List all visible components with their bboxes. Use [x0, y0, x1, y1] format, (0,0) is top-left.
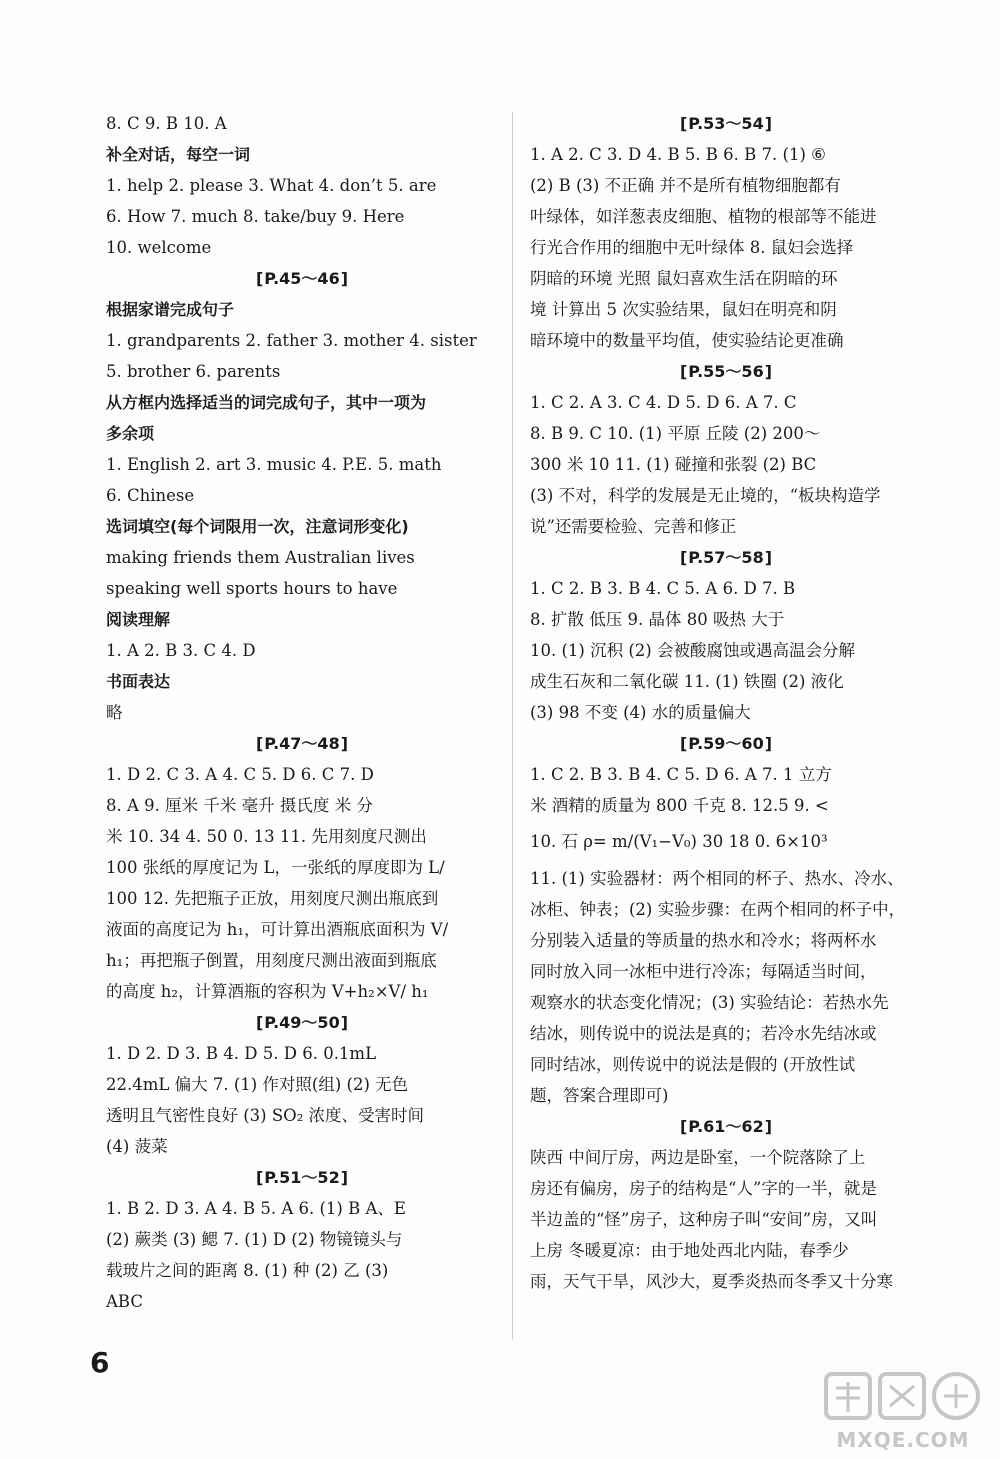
page-range-header	[530, 108, 922, 139]
section-heading: 阅读理解	[106, 610, 171, 629]
answer-line: 22.4mL 偏大 7. (1) 作对照(组) (2) 无色	[106, 1075, 409, 1094]
answer-line: 房还有偏房，房子的结构是“人”字的一半，就是	[530, 1179, 877, 1198]
answer-line: 300 米 10 11. (1) 碰撞和张裂 (2) BC	[530, 455, 817, 474]
page-range-header	[106, 728, 498, 759]
answer-line: 11. (1) 实验器材：两个相同的杯子、热水、冷水、	[530, 869, 904, 888]
answer-line: 1. D 2. D 3. B 4. D 5. D 6. 0.1mL	[106, 1044, 377, 1063]
answer-line: 陕西 中间厅房，两边是卧室，一个院落除了上	[530, 1148, 866, 1167]
watermark-stamp-icon	[818, 1368, 988, 1428]
column-divider	[512, 112, 513, 1340]
section-heading: 补全对话，每空一词	[106, 145, 251, 164]
answer-line: 行光合作用的细胞中无叶绿体 8. 鼠妇会选择	[530, 238, 854, 257]
answer-line: 5. brother 6. parents	[106, 362, 281, 381]
answer-line: (3) 不对，科学的发展是无止境的，“板块构造学	[530, 486, 881, 505]
page-range-label: [ P.47～48 ]	[250, 734, 354, 753]
answer-line: 阴暗的环境 光照 鼠妇喜欢生活在阴暗的环	[530, 269, 838, 288]
answer-line: 6. Chinese	[106, 486, 195, 505]
page-number: 6	[90, 1346, 110, 1379]
answer-line: 境 计算出 5 次实验结果，鼠妇在明亮和阴	[530, 300, 837, 319]
page-range-label: [ P.45～46 ]	[250, 269, 354, 288]
page-range-label: [ P.59～60 ]	[674, 734, 778, 753]
section-heading: 多余项	[106, 424, 155, 443]
answer-line: 10. (1) 沉积 (2) 会被酸腐蚀或遇高温会分解	[530, 641, 855, 660]
answer-line: (2) B (3) 不正确 并不是所有植物细胞都有	[530, 176, 841, 195]
answer-line: 100 张纸的厚度记为 L，一张纸的厚度即为 L/	[106, 858, 445, 877]
section-heading: 书面表达	[106, 672, 171, 691]
page-range-header	[530, 728, 922, 759]
answer-line: 叶绿体，如洋葱表皮细胞、植物的根部等不能进	[530, 207, 877, 226]
section-heading: 选词填空(每个词限用一次，注意词形变化)	[106, 517, 409, 536]
right-answer-column	[530, 108, 922, 1297]
answer-line: making friends them Australian lives	[106, 548, 415, 567]
page-range-header	[106, 263, 498, 294]
answer-line: 上房 冬暖夏凉：由于地处西北内陆，春季少	[530, 1241, 849, 1260]
answer-line: 1. A 2. C 3. D 4. B 5. B 6. B 7. (1) ⑥	[530, 145, 826, 164]
answer-line: 6. How 7. much 8. take/buy 9. Here	[106, 207, 405, 226]
page-range-label: [ P.55～56 ]	[674, 362, 778, 381]
page-range-header	[106, 1007, 498, 1038]
answer-line: 载玻片之间的距离 8. (1) 种 (2) 乙 (3)	[106, 1261, 389, 1280]
page-range-header	[106, 1162, 498, 1193]
left-answer-column	[106, 108, 498, 1317]
answer-line: 半边盖的“怪”房子，这种房子叫“安间”房，又叫	[530, 1210, 878, 1229]
answer-line: 1. C 2. B 3. B 4. C 5. A 6. D 7. B	[530, 579, 796, 598]
page-range-header	[530, 356, 922, 387]
section-heading: 根据家谱完成句子	[106, 300, 235, 319]
answer-line: 分别装入适量的等质量的热水和冷水；将两杯水	[530, 931, 877, 950]
answer-line: 成生石灰和二氧化碳 11. (1) 铁圈 (2) 液化	[530, 672, 844, 691]
answer-line: 同时结冰，则传说中的说法是假的 (开放性试	[530, 1055, 856, 1074]
answer-line: 题，答案合理即可)	[530, 1086, 669, 1105]
answer-line: 说”还需要检验、完善和修正	[530, 517, 737, 536]
answer-line: 1. D 2. C 3. A 4. C 5. D 6. C 7. D	[106, 765, 374, 784]
page-range-label: [ P.51～52 ]	[250, 1168, 354, 1187]
page-range-label: [ P.57～58 ]	[674, 548, 778, 567]
answer-line: 雨，天气干旱，风沙大，夏季炎热而冬季又十分寒	[530, 1272, 893, 1291]
watermark-text: MXQE.COM	[836, 1428, 970, 1452]
answer-line: 透明且气密性良好 (3) SO₂ 浓度、受害时间	[106, 1106, 425, 1125]
answer-line: speaking well sports hours to have	[106, 579, 398, 598]
answer-line: 8. B 9. C 10. (1) 平原 丘陵 (2) 200～	[530, 424, 821, 443]
page-range-label: [ P.49～50 ]	[250, 1013, 354, 1032]
answer-line: (4) 菠菜	[106, 1137, 168, 1156]
answer-line: 液面的高度记为 h₁，可计算出酒瓶底面积为 V/	[106, 920, 449, 939]
answer-line: 1. C 2. B 3. B 4. C 5. D 6. A 7. 1 立方	[530, 765, 832, 784]
page-range-label: [ P.53～54 ]	[674, 114, 778, 133]
answer-line: 8. 扩散 低压 9. 晶体 80 吸热 大于	[530, 610, 785, 629]
answer-line: 结冰，则传说中的说法是真的；若冷水先结冰或	[530, 1024, 877, 1043]
answer-line: h₁；再把瓶子倒置，用刻度尺测出液面到瓶底	[106, 951, 437, 970]
page-range-header	[530, 1111, 922, 1142]
answer-line: 的高度 h₂，计算酒瓶的容积为 V+h₂×V/ h₁	[106, 982, 429, 1001]
page-range-header	[530, 542, 922, 573]
answer-line: (3) 98 不变 (4) 水的质量偏大	[530, 703, 751, 722]
answer-line: 100 12. 先把瓶子正放，用刻度尺测出瓶底到	[106, 889, 439, 908]
answer-line: 暗环境中的数量平均值，使实验结论更准确	[530, 331, 844, 350]
answer-line: 米 酒精的质量为 800 千克 8. 12.5 9. <	[530, 796, 829, 815]
answer-line: 10. welcome	[106, 238, 212, 257]
answer-line: 8. A 9. 厘米 千米 毫升 摄氏度 米 分	[106, 796, 373, 815]
answer-line: 米 10. 34 4. 50 0. 13 11. 先用刻度尺测出	[106, 827, 427, 846]
answer-line: 略	[106, 703, 123, 722]
answer-line: 同时放入同一冰柜中进行冷冻；每隔适当时间，	[530, 962, 877, 981]
formula-line: 10. 石 ρ= m/(V₁−V₀) 30 18 0. 6×10³	[530, 832, 828, 851]
answer-line: 1. grandparents 2. father 3. mother 4. sister	[106, 331, 477, 350]
answer-line: 1. help 2. please 3. What 4. don’t 5. are	[106, 176, 437, 195]
watermark-logo	[818, 1368, 988, 1454]
answer-line: 8. C 9. B 10. A	[106, 114, 227, 133]
answer-line: ABC	[106, 1292, 143, 1311]
answer-line: 观察水的状态变化情况；(3) 实验结论：若热水先	[530, 993, 889, 1012]
answer-line: 1. English 2. art 3. music 4. P.E. 5. math	[106, 455, 442, 474]
answer-line: 冰柜、钟表；(2) 实验步骤：在两个相同的杯子中，	[530, 900, 906, 919]
answer-line: 1. A 2. B 3. C 4. D	[106, 641, 256, 660]
answer-line: 1. B 2. D 3. A 4. B 5. A 6. (1) B A、E	[106, 1199, 406, 1218]
answer-line: (2) 蕨类 (3) 鳃 7. (1) D (2) 物镜镜头与	[106, 1230, 403, 1249]
page-range-label: [ P.61～62 ]	[674, 1117, 778, 1136]
answer-line: 1. C 2. A 3. C 4. D 5. D 6. A 7. C	[530, 393, 797, 412]
section-heading: 从方框内选择适当的词完成句子，其中一项为	[106, 393, 427, 412]
